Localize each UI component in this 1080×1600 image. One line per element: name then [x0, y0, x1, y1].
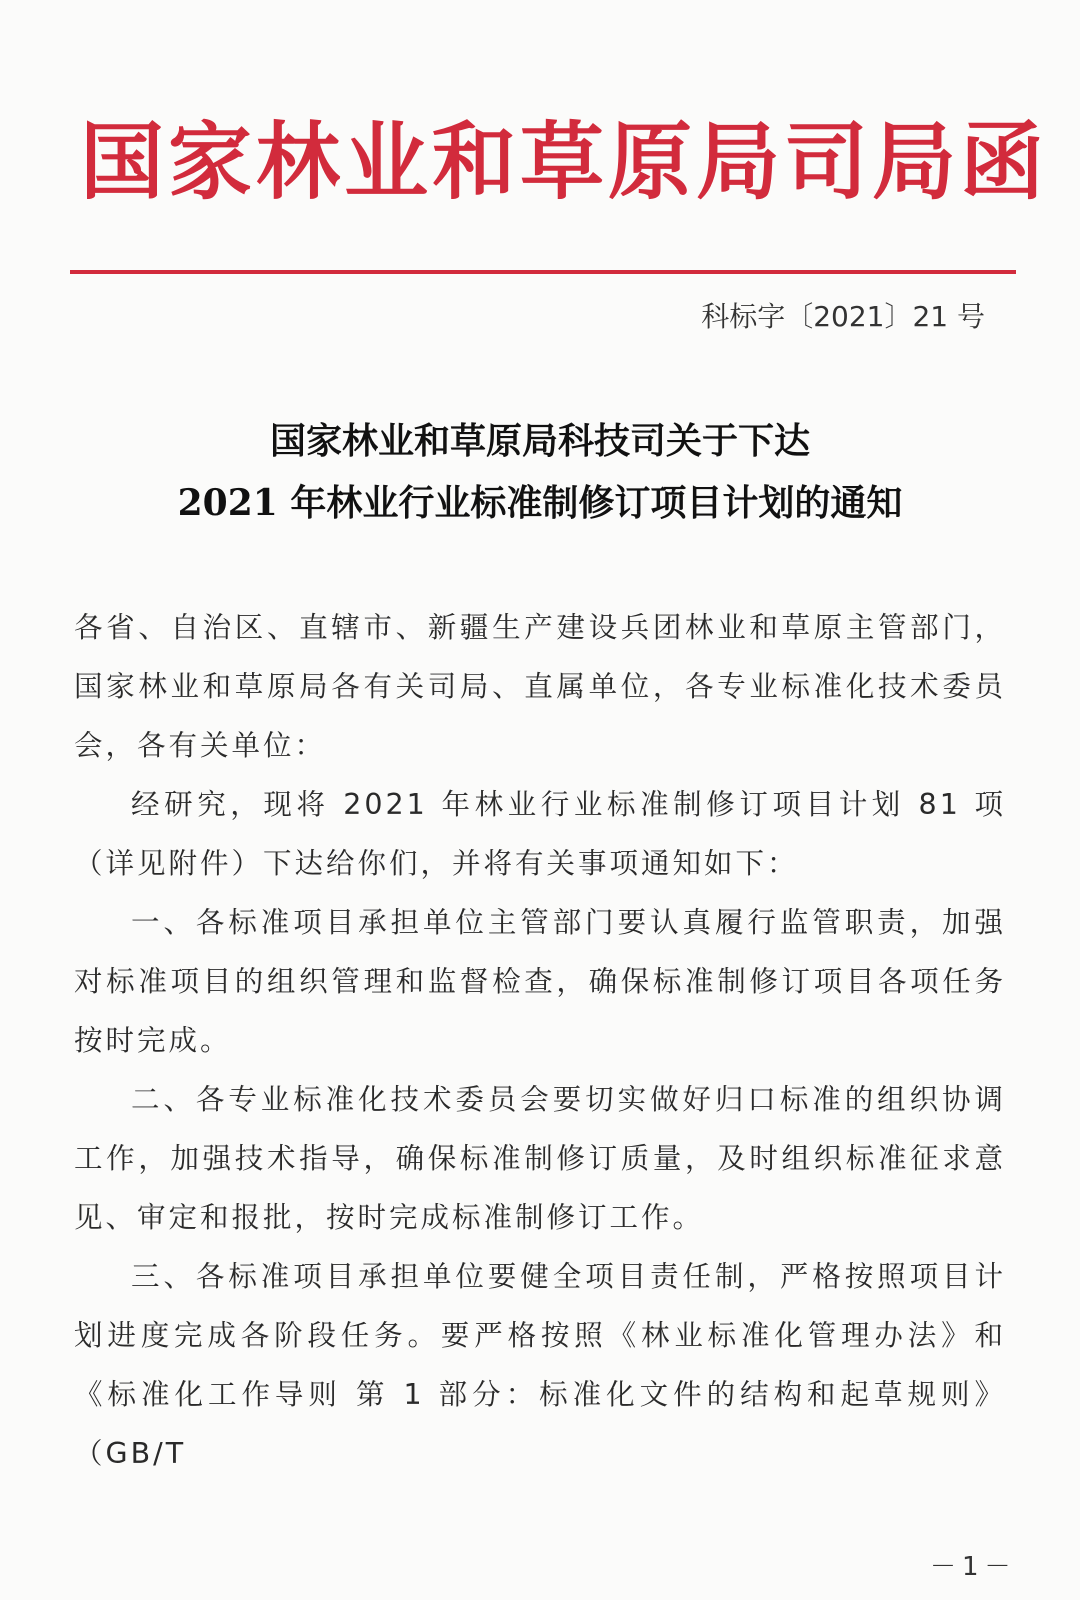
page-number: －1－	[930, 1552, 1017, 1582]
notice-body	[74, 598, 1006, 1483]
paragraph-intro: 经研究，现将 2021 年林业行业标准制修订项目计划 81 项（详见附件）下达给你们，并将有关事项通知如下：	[74, 788, 1006, 880]
letterhead-title: 国家林业和草原局司局函	[80, 113, 1049, 211]
paragraph-item-3: 三、各标准项目承担单位要健全项目责任制，严格按照项目计划进度完成各阶段任务。要严格按照《林业标准化管理办法》和《标准化工作导则 第 1 部分：标准化文件的结构和起草规则》（GB/T	[74, 1260, 1006, 1470]
document-number: 科标字〔2021〕21 号	[701, 300, 985, 333]
notice-title-line-2: 2021 年林业行业标准制修订项目计划的通知	[177, 482, 903, 524]
letterhead-red-rule	[70, 270, 1016, 274]
paragraph-item-2: 二、各专业标准化技术委员会要切实做好归口标准的组织协调工作，加强技术指导，确保标准制修订质量，及时组织标准征求意见、审定和报批，按时完成标准制修订工作。	[74, 1083, 1006, 1234]
paragraph-item-1: 一、各标准项目承担单位主管部门要认真履行监管职责，加强对标准项目的组织管理和监督检查，确保标准制修订项目各项任务按时完成。	[74, 906, 1006, 1057]
addressee: 各省、自治区、直辖市、新疆生产建设兵团林业和草原主管部门，国家林业和草原局各有关司局、直属单位，各专业标准化技术委员会，各有关单位：	[74, 611, 1006, 762]
notice-title-line-1: 国家林业和草原局科技司关于下达	[269, 420, 810, 462]
